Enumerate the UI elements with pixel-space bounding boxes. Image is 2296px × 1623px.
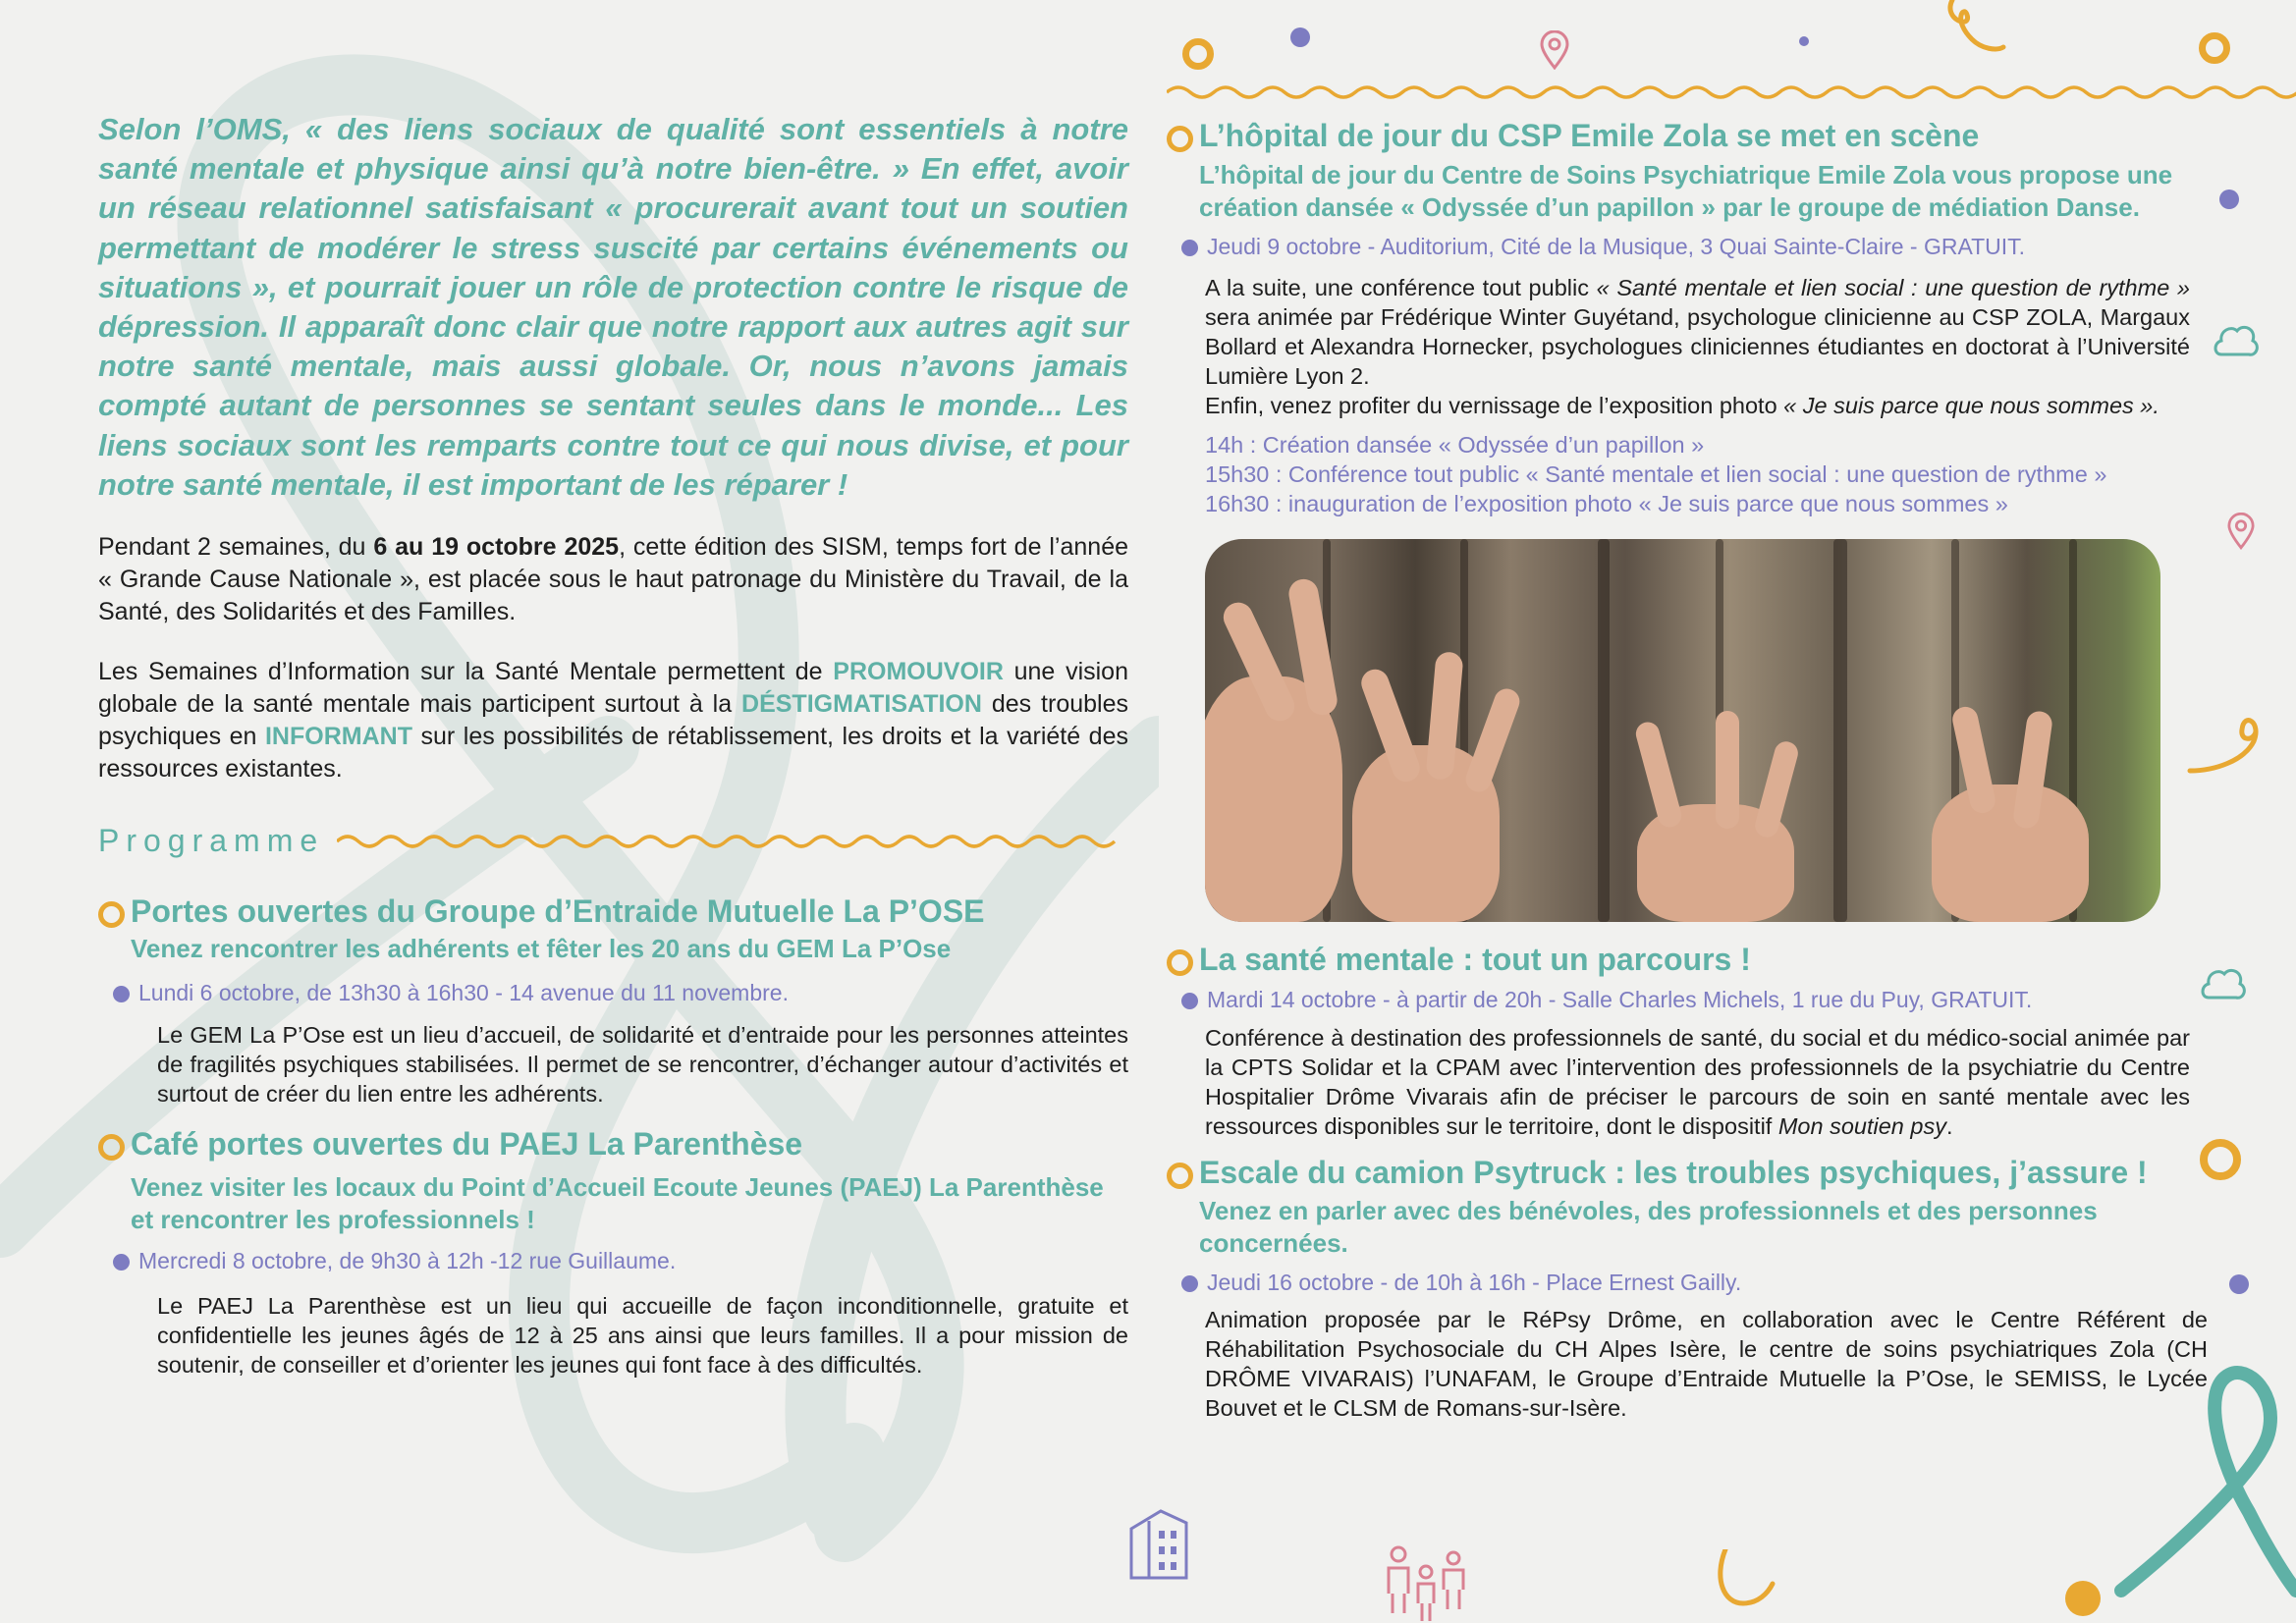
dot-decoration: [2065, 1581, 2101, 1616]
mission-text: une vision globale de la santé mentale mais participent surtout à la: [98, 658, 1128, 719]
ring-bullet-icon: [1167, 949, 1193, 976]
event-title-text: Escale du camion Psytruck : les troubles psychiques, j’assure !: [1199, 1155, 2148, 1190]
event-when: [1167, 1268, 2208, 1297]
event-gem: [98, 892, 1128, 1109]
event-body: Le PAEJ La Parenthèse est un lieu qui accueille de façon inconditionnelle, gratuite et confidentielle les jeunes âgés de 12 à 25 ans ainsi que leurs familles. Il a pour mission de soutenir, de conseiller et d’orienter les jeunes qui font face à des difficultés.: [157, 1293, 1128, 1379]
keyword-destigmatisation: DÉSTIGMATISATION: [741, 690, 982, 719]
event-paej: [98, 1124, 1128, 1380]
programme-header: [98, 821, 1128, 860]
dot-bullet-icon: [1181, 1275, 1198, 1292]
dates-highlight: 6 au 19 octobre 2025: [373, 533, 620, 562]
event-when-text: Lundi 6 octobre, de 13h30 à 16h30 - 14 avenue du 11 novembre.: [138, 980, 789, 1006]
event-body-text: A la suite, une conférence tout public: [1205, 275, 1597, 300]
event-when: [98, 1246, 1128, 1275]
ring-bullet-icon: [98, 901, 125, 928]
dates-text-end: , cette édition des SISM, temps fort de l’année « Grande Cause Nationale », est placée sous le haut patronage du Ministère du Travail, de la Santé, des Solidarités et des Familles.: [98, 533, 1128, 626]
ring-decoration: [2199, 32, 2230, 64]
mission-text: Les Semaines d’Information sur la Santé Mentale permettent de: [98, 658, 834, 686]
dot-bullet-icon: [113, 986, 130, 1002]
dot-bullet-icon: [113, 1254, 130, 1271]
dot-decoration: [1290, 27, 1310, 47]
event-subtitle: L’hôpital de jour du Centre de Soins Psychiatrique Emile Zola vous propose une création dansée « Odyssée d’un papillon » par le groupe de médiation Danse.: [1199, 160, 2173, 222]
event-title-text: Portes ouvertes du Groupe d’Entraide Mutuelle La P’OSE: [131, 893, 985, 930]
schedule-line: 15h30 : Conférence tout public « Santé mentale et lien social : une question de rythme »: [1205, 461, 2107, 487]
event-subtitle: Venez rencontrer les adhérents et fêter les 20 ans du GEM La P’Ose: [131, 934, 952, 964]
event-body: Le GEM La P’Ose est un lieu d’accueil, de solidarité et d’entraide pour les personnes atteintes de fragilités psychiques stabilisées. Il permet de se rencontrer, d’échanger autour d’activités et surtout de créer du lien entre les adhérents.: [157, 1022, 1128, 1108]
location-pin-icon: [1540, 30, 1569, 70]
program-name: Mon soutien psy: [1777, 1113, 1946, 1139]
building-icon: [1127, 1507, 1190, 1580]
event-body-text: Enfin, venez profiter du vernissage de l’exposition photo: [1205, 393, 1784, 418]
location-pin-icon: [2227, 513, 2255, 550]
event-title: [98, 892, 1128, 931]
event-title: [1167, 116, 2208, 155]
dot-decoration: [1799, 36, 1809, 46]
event-body-text: Conférence à destination des professionnels de santé, du social et du médico-social animée par la CPTS Solidar et la CPAM avec l’intervention des professionnels de la psychiatrie du Centre Hospitalier Drôme Vivarais afin de préciser le parcours de soin en santé mentale avec les ressources disponibles sur le territoire, dont le dispositif: [1205, 1025, 2190, 1139]
ring-bullet-icon: [1167, 1163, 1193, 1189]
event-zola: [1167, 116, 2208, 518]
event-parcours: [1167, 940, 2208, 1141]
ring-bullet-icon: [1167, 126, 1193, 152]
squiggle-decoration: [1714, 1549, 1782, 1623]
event-when: [1167, 985, 2208, 1014]
schedule-line: 14h : Création dansée « Odyssée d’un papillon »: [1205, 432, 1705, 458]
event-title: [1167, 1153, 2208, 1192]
event-body: Animation proposée par le RéPsy Drôme, en collaboration avec le Centre Référent de Réhabilitation Psychosociale du CH Alpes Isère, le centre de soins psychiatriques Zola (CH DRÔME VIVARAIS) l’UNAFAM, le Groupe d’Entraide Mutuelle la P’Ose, le SEMISS, le Lycée Bouvet et le CLSM de Romans-sur-Isère.: [1205, 1307, 2208, 1421]
dates-paragraph: [98, 531, 1128, 628]
programme-title: Programme: [98, 823, 325, 859]
family-icon: [1383, 1544, 1471, 1623]
right-column: [1167, 110, 2208, 1423]
event-body: [1167, 273, 2208, 420]
squiggle-decoration: [1942, 0, 2011, 59]
mission-text: sur les possibilités de rétablissement, les droits et la variété des ressources existantes.: [98, 723, 1128, 784]
mission-text: des troubles psychiques en: [98, 690, 1128, 751]
dot-decoration: [2229, 1274, 2249, 1294]
intro-quote: Selon l’OMS, « des liens sociaux de qualité sont essentiels à notre santé mentale et physique ainsi qu’à notre bien-être. » En effet, avoir un réseau relationnel satisfaisant « procurerait avant tout un soutien permettant de modérer le stress suscité par certains événements ou situations », et pourrait jouer un rôle de protection contre le risque de dépression. Il apparaît donc clair que notre rapport aux autres agit sur notre santé mentale, mais aussi globale. Or, nous n’avons jamais compté autant de personnes se sentant seules dans le monde... Les liens sociaux sont les remparts contre tout ce qui nous divise, et pour notre santé mentale, il est important de les réparer !: [98, 112, 1128, 502]
event-title: [98, 1124, 1128, 1163]
event-title-text: La santé mentale : tout un parcours !: [1199, 942, 1751, 977]
event-when-text: Mardi 14 octobre - à partir de 20h - Salle Charles Michels, 1 rue du Puy, GRATUIT.: [1207, 987, 2033, 1012]
ring-decoration: [1182, 38, 1214, 70]
event-body-text: sera animée par Frédérique Winter Guyétand, psychologue clinicienne au CSP ZOLA, Margaux Bollard et Alexandra Hornecker, psychologues cliniciennes étudiantes en doctorat à l’Université Lumière Lyon 2.: [1205, 304, 2190, 389]
event-when-text: Jeudi 16 octobre - de 10h à 16h - Place Ernest Gailly.: [1207, 1270, 1742, 1295]
dot-decoration: [2219, 189, 2239, 209]
event-when-text: Mercredi 8 octobre, de 9h30 à 12h -12 rue Guillaume.: [138, 1248, 677, 1274]
mission-paragraph: [98, 656, 1128, 785]
left-column: [98, 110, 1128, 1380]
event-when-text: Jeudi 9 octobre - Auditorium, Cité de la Musique, 3 Quai Sainte-Claire - GRATUIT.: [1207, 234, 2026, 259]
cloud-icon: [2212, 319, 2261, 362]
conference-title: « Santé mentale et lien social : une question de rythme »: [1596, 275, 2191, 300]
event-when: [1167, 232, 2208, 261]
hands-on-tree-photo: [1205, 539, 2160, 922]
event-title-text: L’hôpital de jour du CSP Emile Zola se met en scène: [1199, 118, 1980, 153]
keyword-promouvoir: PROMOUVOIR: [833, 658, 1004, 686]
event-when: [98, 978, 1128, 1007]
dot-bullet-icon: [1181, 240, 1198, 256]
event-psytruck: [1167, 1153, 2208, 1423]
event-subtitle: Venez en parler avec des bénévoles, des professionnels et des personnes concernées.: [1199, 1196, 2098, 1258]
event-subtitle: Venez visiter les locaux du Point d’Accueil Ecoute Jeunes (PAEJ) La Parenthèse et rencontrer les professionnels !: [131, 1172, 1104, 1235]
event-body-text: .: [1945, 1113, 1953, 1139]
keyword-informant: INFORMANT: [264, 723, 412, 751]
event-title: [1167, 940, 2208, 979]
exhibition-title: « Je suis parce que nous sommes ».: [1783, 393, 2159, 418]
dot-bullet-icon: [1181, 993, 1198, 1009]
event-body: [1167, 1023, 2208, 1141]
top-wavy-line: [1167, 82, 2296, 102]
programme-wavy-line: [337, 832, 1128, 851]
schedule-line: 16h30 : inauguration de l’exposition photo « Je suis parce que nous sommes »: [1205, 491, 2008, 516]
ring-bullet-icon: [98, 1134, 125, 1161]
dates-text: Pendant 2 semaines, du: [98, 533, 374, 562]
event-title-text: Café portes ouvertes du PAEJ La Parenthèse: [131, 1126, 803, 1163]
